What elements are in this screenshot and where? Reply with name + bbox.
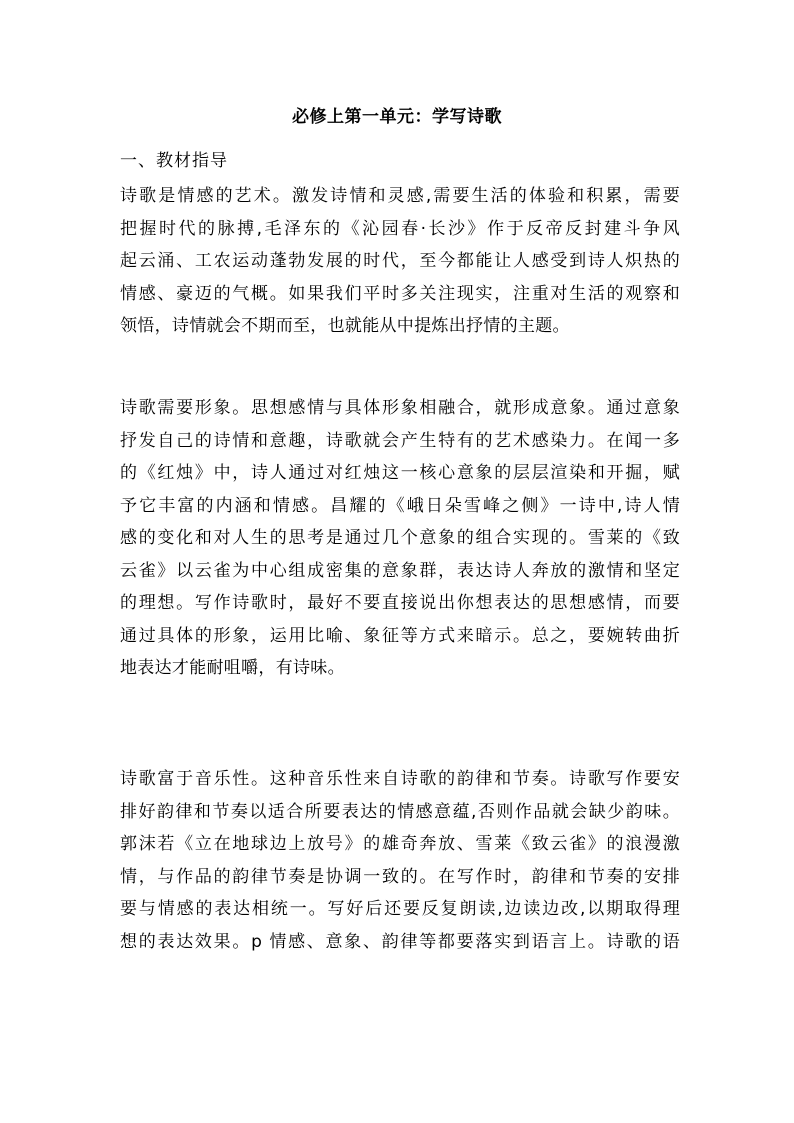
text-line: 的《红烛》中，诗人通过对红烛这一核心意象的层层渲染和开掘，赋 [120, 463, 680, 483]
document-title: 必修上第一单元：学写诗歌 [292, 107, 502, 127]
text-line: 的理想。写作诗歌时，最好不要直接说出你想表达的思想感情，而要 [120, 593, 680, 613]
text-line: 通过具体的形象，运用比喻、象征等方式来暗示。总之，要婉转曲折 [120, 625, 680, 646]
paragraph-imagery [120, 392, 680, 685]
text-line: 领悟，诗情就会不期而至，也就能从中提炼出抒情的主题。 [120, 316, 570, 336]
text-line: 感的变化和对人生的思考是通过几个意象的组合实现的。雪莱的《致 [120, 528, 680, 548]
text-line: 情，与作品的韵律节奏是协调一致的。在写作时，韵律和节奏的安排 [120, 866, 680, 887]
paragraph-emotion [120, 180, 680, 343]
text-line: 情感、豪迈的气概。如果我们平时多关注现实，注重对生活的观察和 [120, 283, 680, 304]
text-line: 地表达才能耐咀嚼，有诗味。 [120, 658, 345, 678]
paragraph-musicality [120, 763, 680, 958]
text-line: 郭沫若《立在地球边上放号》的雄奇奔放、雪莱《致云雀》的浪漫激 [120, 834, 680, 854]
text-line: 要与情感的表达相统一。写好后还要反复朗读,边读边改,以期取得理 [120, 899, 680, 919]
text-line: 排好韵律和节奏以适合所要表达的情感意蕴,否则作品就会缺少韵味。 [120, 801, 680, 822]
text-line: 予它丰富的内涵和情感。昌耀的《峨日朵雪峰之侧》一诗中,诗人情 [120, 495, 680, 516]
text-line: 把握时代的脉搏,毛泽东的《沁园春·长沙》作于反帝反封建斗争风 [120, 218, 680, 239]
text-line: 云雀》以云雀为中心组成密集的意象群，表达诗人奔放的激情和坚定 [120, 560, 680, 581]
text-line: 抒发自己的诗情和意趣，诗歌就会产生特有的艺术感染力。在闻一多 [120, 430, 680, 451]
text-line: 诗歌需要形象。思想感情与具体形象相融合，就形成意象。通过意象 [120, 398, 680, 418]
text-line: 诗歌是情感的艺术。激发诗情和灵感,需要生活的体验和积累，需要 [120, 186, 680, 206]
text-line: 想的表达效果。p 情感、意象、韵律等都要落实到语言上。诗歌的语 [120, 931, 680, 952]
text-line: 诗歌富于音乐性。这种音乐性来自诗歌的韵律和节奏。诗歌写作要安 [120, 769, 680, 789]
text-line: 起云涌、工农运动蓬勃发展的时代，至今都能让人感受到诗人炽热的 [120, 251, 680, 271]
section-heading: 一、教材指导 [120, 151, 228, 171]
